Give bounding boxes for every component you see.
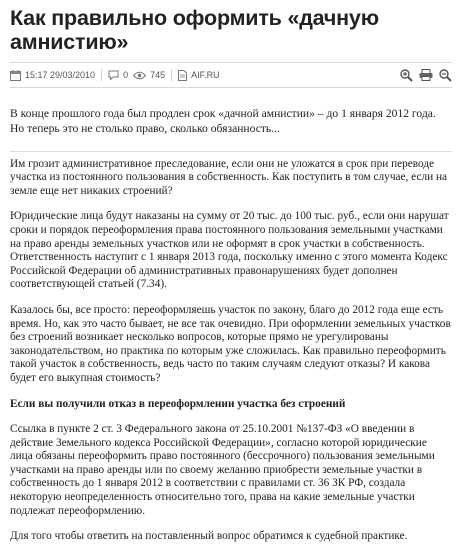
body-paragraph: Юридические лица будут наказаны на сумму от 20 тыс. до 100 тыс. руб., если они нарушат сроки и порядок переоформления права постоянного пользования земельными участками на право аренды земельных участков или не оформят в срок участки в собственность. Ответственность наступит с 1 января 2013 года, поскольку именно с этого момента Кодекс Российской Федерации об административных правонарушениях будет дополнен соответствующей статьей (7.34). xyxy=(10,210,449,291)
article-body xyxy=(10,158,452,544)
comments-link[interactable] xyxy=(108,70,128,80)
printer-icon[interactable] xyxy=(419,69,433,81)
eye-icon xyxy=(133,71,146,80)
publish-datetime: 15:17 29/03/2010 xyxy=(25,70,96,80)
source-link[interactable] xyxy=(178,70,220,81)
body-paragraph: Ссылка в пункте 2 ст. 3 Федерального закона от 25.10.2001 №137-ФЗ «О введении в действие Земельного кодекса Российской Федерации», согласно которой юридические лица обязаны переоформить право постоянного (бессрочного) пользования земельными участками на право аренды или по своему желанию приобрести земельные участки в собственность до 1 января 2012 в соответствии с правилами ст. 36 ЗК РФ, создала некоторую неопределенность относительно того, права на какие земельные участки подлежат переоформлению. xyxy=(10,423,435,517)
zoom-in-icon[interactable] xyxy=(400,69,413,82)
article-title: Как правильно оформить «дачную амнистию» xyxy=(10,6,379,54)
comments-count: 0 xyxy=(123,70,129,80)
document-icon xyxy=(178,70,187,81)
article-meta-bar xyxy=(10,62,452,88)
meta-separator xyxy=(101,69,102,81)
article-lead: В конце прошлого года был продлен срок «дачной амнистии» – до 1 января 2012 года. Но теперь это не столько право, сколько обязанность... xyxy=(10,107,436,136)
body-paragraph: Казалось бы, все просто: переоформляешь участок по закону, благо до 2012 года еще есть время. Но, как это часто бывает, не все так очевидно. При оформлении земельных участков без строений возникает несколько вопросов, которые прямо не урегулированы законодательством, но практика по которым уже сложилась. Как правильно переоформить такой участок в собственность, ведь часто по таким случаям следуют отказы? И какова будет его выкупная стоимость? xyxy=(10,303,451,384)
article-tools xyxy=(400,69,452,82)
zoom-out-icon[interactable] xyxy=(439,69,452,82)
calendar-icon xyxy=(10,70,21,81)
body-paragraph: Для того чтобы ответить на поставленный вопрос обратимся к судебной практике. xyxy=(10,530,408,543)
comment-bubble-icon xyxy=(108,70,119,80)
views-count: 745 xyxy=(150,70,166,80)
lead-divider xyxy=(10,151,452,152)
section-subheading: Если вы получили отказ в переоформлении участка без строений xyxy=(10,397,346,410)
meta-separator xyxy=(171,69,172,81)
body-paragraph: Им грозит административное преследование, если они не уложатся в срок при переводе участка из постоянного пользования в собственность. Как поступить в том случае, если на земле еще нет никаких строений? xyxy=(10,157,448,197)
source-name: AIF.RU xyxy=(191,70,220,80)
